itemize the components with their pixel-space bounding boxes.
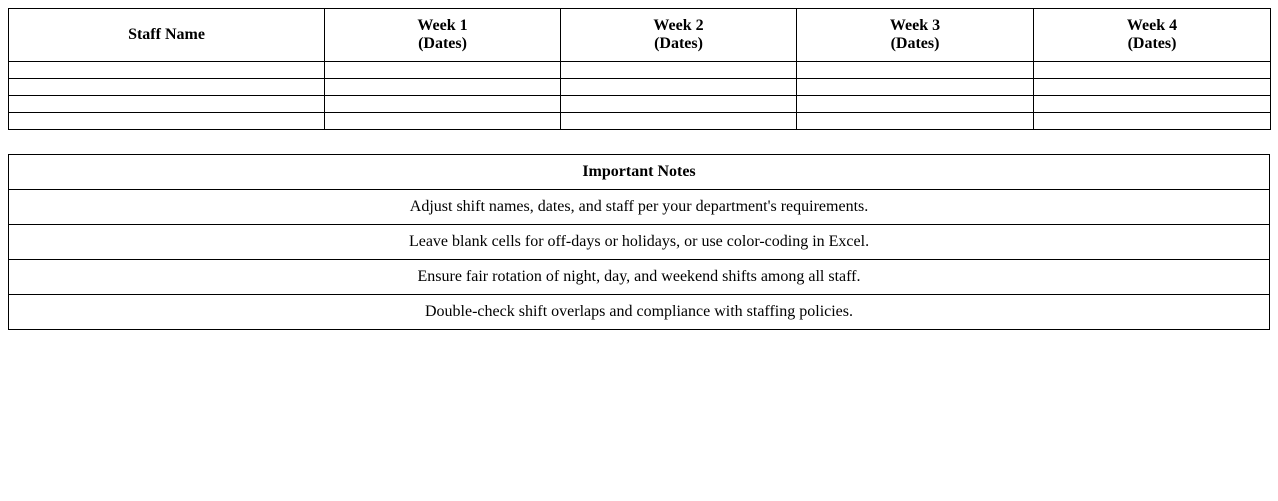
schedule-cell[interactable] bbox=[9, 113, 325, 130]
note-row bbox=[9, 190, 1270, 225]
note-text: Double-check shift overlaps and compliance with staffing policies. bbox=[9, 295, 1270, 330]
important-notes-table bbox=[8, 154, 1270, 330]
schedule-cell[interactable] bbox=[561, 79, 797, 96]
schedule-cell[interactable] bbox=[9, 96, 325, 113]
schedule-cell[interactable] bbox=[561, 62, 797, 79]
notes-header-row bbox=[9, 155, 1270, 190]
schedule-cell[interactable] bbox=[325, 96, 561, 113]
schedule-cell[interactable] bbox=[9, 62, 325, 79]
week-2-dates: (Dates) bbox=[654, 35, 703, 52]
schedule-cell[interactable] bbox=[797, 113, 1034, 130]
table-row bbox=[9, 62, 1271, 79]
schedule-cell[interactable] bbox=[325, 113, 561, 130]
week-4-label: Week 4 bbox=[1126, 17, 1178, 34]
note-text: Adjust shift names, dates, and staff per your department's requirements. bbox=[9, 190, 1270, 225]
schedule-cell[interactable] bbox=[561, 113, 797, 130]
schedule-cell[interactable] bbox=[325, 79, 561, 96]
header-week-4 bbox=[1034, 9, 1271, 62]
schedule-cell[interactable] bbox=[1034, 113, 1271, 130]
schedule-header-row bbox=[9, 9, 1271, 62]
schedule-cell[interactable] bbox=[797, 62, 1034, 79]
note-row bbox=[9, 295, 1270, 330]
schedule-cell[interactable] bbox=[797, 79, 1034, 96]
table-row bbox=[9, 79, 1271, 96]
note-text: Ensure fair rotation of night, day, and weekend shifts among all staff. bbox=[9, 260, 1270, 295]
header-week-2 bbox=[561, 9, 797, 62]
schedule-cell[interactable] bbox=[325, 62, 561, 79]
schedule-cell[interactable] bbox=[9, 79, 325, 96]
schedule-cell[interactable] bbox=[561, 96, 797, 113]
week-2-label: Week 2 bbox=[653, 17, 704, 34]
header-staff-name: Staff Name bbox=[9, 9, 325, 62]
schedule-cell[interactable] bbox=[1034, 79, 1271, 96]
schedule-cell[interactable] bbox=[797, 96, 1034, 113]
notes-title: Important Notes bbox=[9, 155, 1270, 190]
note-row bbox=[9, 260, 1270, 295]
note-row bbox=[9, 225, 1270, 260]
table-row bbox=[9, 113, 1271, 130]
week-1-dates: (Dates) bbox=[418, 35, 467, 52]
schedule-cell[interactable] bbox=[1034, 96, 1271, 113]
week-3-dates: (Dates) bbox=[890, 35, 940, 52]
week-1-label: Week 1 bbox=[417, 17, 468, 34]
table-row bbox=[9, 96, 1271, 113]
header-week-1 bbox=[325, 9, 561, 62]
week-3-label: Week 3 bbox=[889, 17, 941, 34]
week-4-dates: (Dates) bbox=[1127, 35, 1177, 52]
note-text: Leave blank cells for off-days or holidays, or use color-coding in Excel. bbox=[9, 225, 1270, 260]
schedule-cell[interactable] bbox=[1034, 62, 1271, 79]
header-week-3 bbox=[797, 9, 1034, 62]
staff-schedule-table bbox=[8, 8, 1271, 130]
